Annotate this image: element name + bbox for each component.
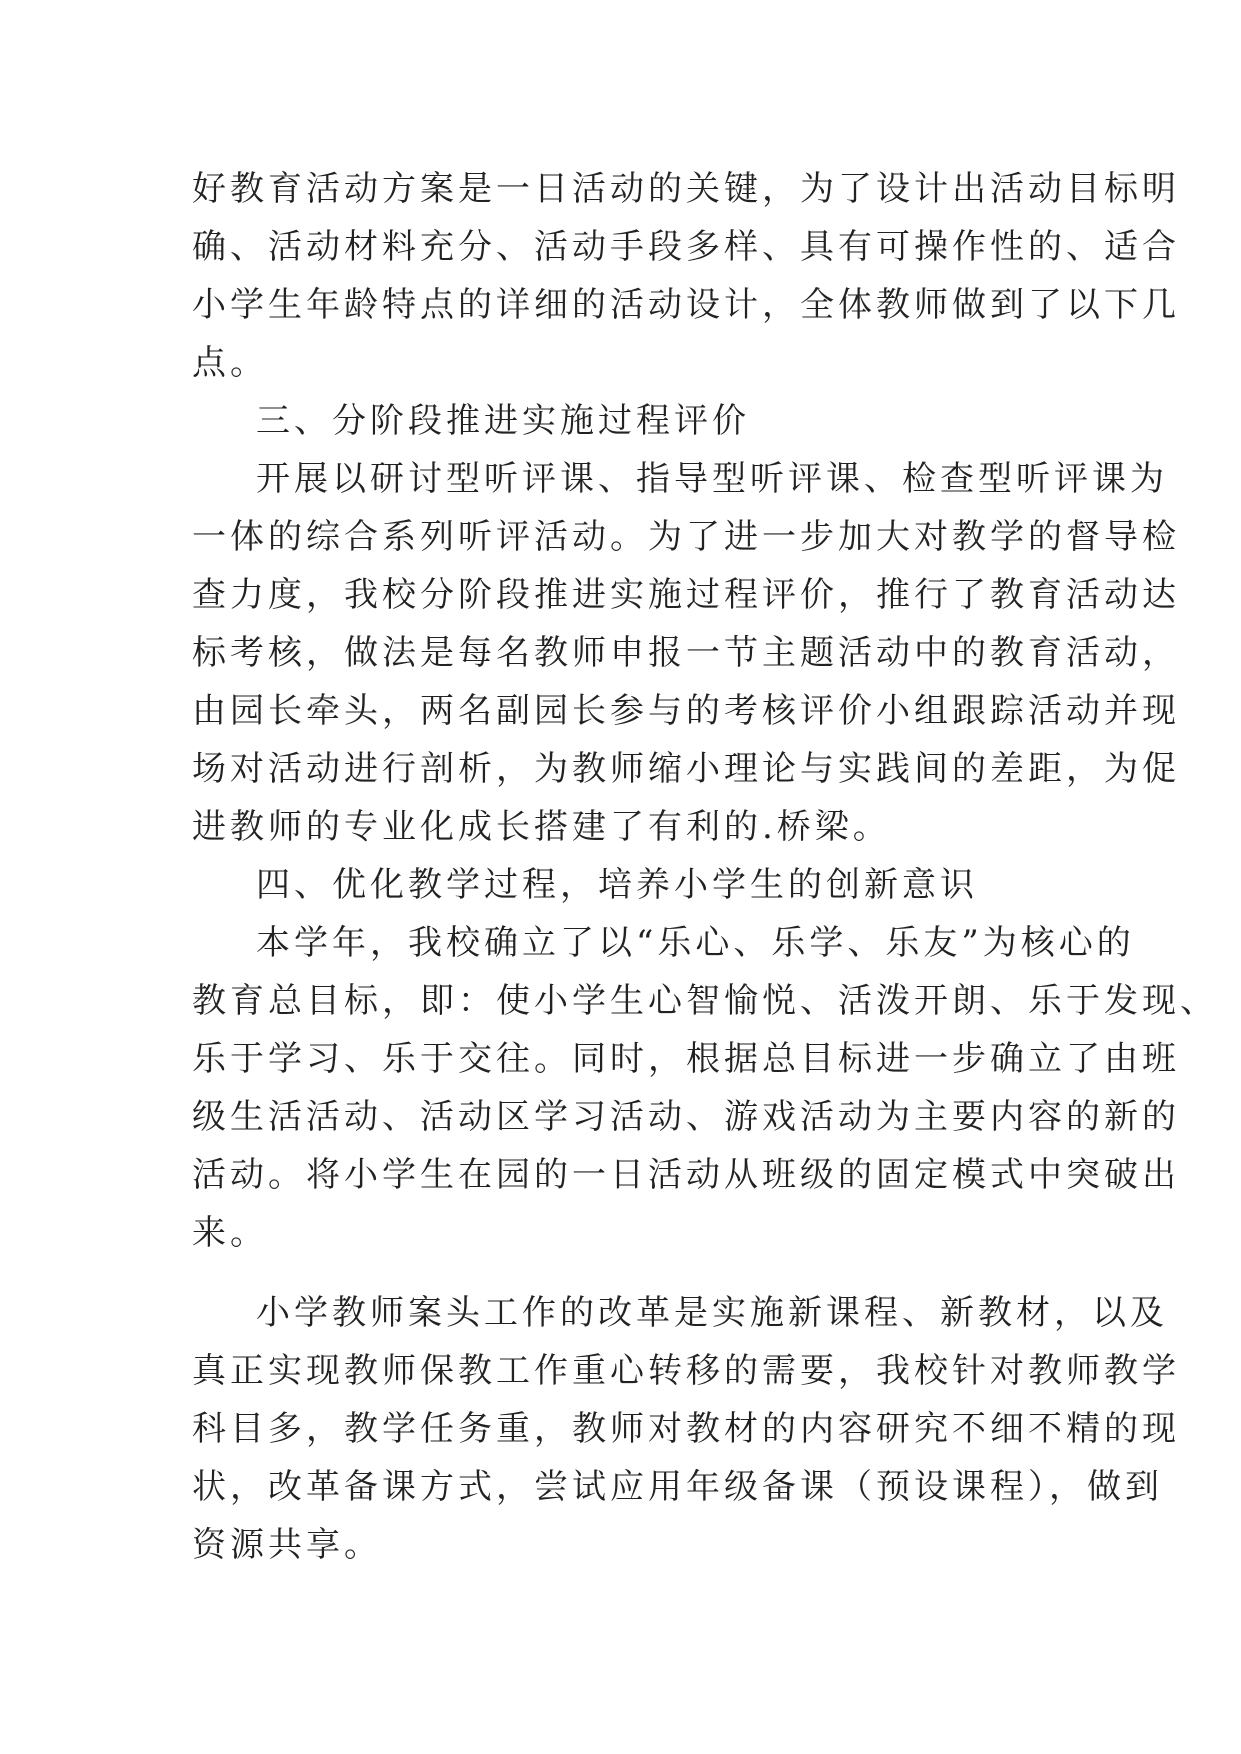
section-heading-text: 三、分阶段推进实施过程评价	[256, 401, 750, 441]
text-line: 级生活活动、活动区学习活动、游戏活动为主要内容的新的	[192, 1097, 1180, 1137]
text-line: 乐于学习、乐于交往。同时，根据总目标进一步确立了由班	[192, 1039, 1180, 1079]
paragraph	[192, 450, 1180, 856]
document-body	[192, 160, 1218, 1574]
text-line: 进教师的专业化成长搭建了有利的.桥梁。	[192, 807, 891, 847]
text-line: 开展以研讨型听评课、指导型听评课、检查型听评课为	[256, 459, 1168, 499]
text-line: 查力度，我校分阶段推进实施过程评价，推行了教育活动达	[192, 575, 1180, 615]
text-line: 小学生年龄特点的详细的活动设计，全体教师做到了以下几	[192, 285, 1180, 325]
text-line: 真正实现教师保教工作重心转移的需要，我校针对教师教学	[192, 1351, 1180, 1391]
text-line: 一体的综合系列听评活动。为了进一步加大对教学的督导检	[192, 517, 1180, 557]
paragraph-gap	[192, 1262, 1072, 1284]
section-heading	[192, 856, 1072, 914]
text-line: 状，改革备课方式，尝试应用年级备课（预设课程），做到	[192, 1467, 1163, 1507]
text-line: 来。	[192, 1213, 268, 1253]
section-heading-text: 四、优化教学过程，培养小学生的创新意识	[256, 865, 978, 905]
text-line: 活动。将小学生在园的一日活动从班级的固定模式中突破出	[192, 1155, 1180, 1195]
text-line: 资源共享。	[192, 1525, 382, 1565]
text-line: 由园长牵头，两名副园长参与的考核评价小组跟踪活动并现	[192, 691, 1180, 731]
paragraph	[192, 914, 1218, 1262]
text-line: 科目多，教学任务重，教师对教材的内容研究不细不精的现	[192, 1409, 1180, 1449]
text-line: 好教育活动方案是一日活动的关键，为了设计出活动目标明	[192, 169, 1180, 209]
paragraph	[192, 1284, 1180, 1574]
text-line: 确、活动材料充分、活动手段多样、具有可操作性的、适合	[192, 227, 1180, 267]
text-line: 本学年，我校确立了以“乐心、乐学、乐友”为核心的	[256, 923, 1135, 963]
paragraph	[192, 160, 1180, 392]
text-line: 小学教师案头工作的改革是实施新课程、新教材，以及	[256, 1293, 1168, 1333]
text-line: 标考核，做法是每名教师申报一节主题活动中的教育活动，	[192, 633, 1180, 673]
text-line: 点。	[192, 343, 268, 383]
section-heading	[192, 392, 1072, 450]
text-line: 教育总目标，即：使小学生心智愉悦、活泼开朗、乐于发现、	[192, 981, 1218, 1021]
text-line: 场对活动进行剖析，为教师缩小理论与实践间的差距，为促	[192, 749, 1180, 789]
